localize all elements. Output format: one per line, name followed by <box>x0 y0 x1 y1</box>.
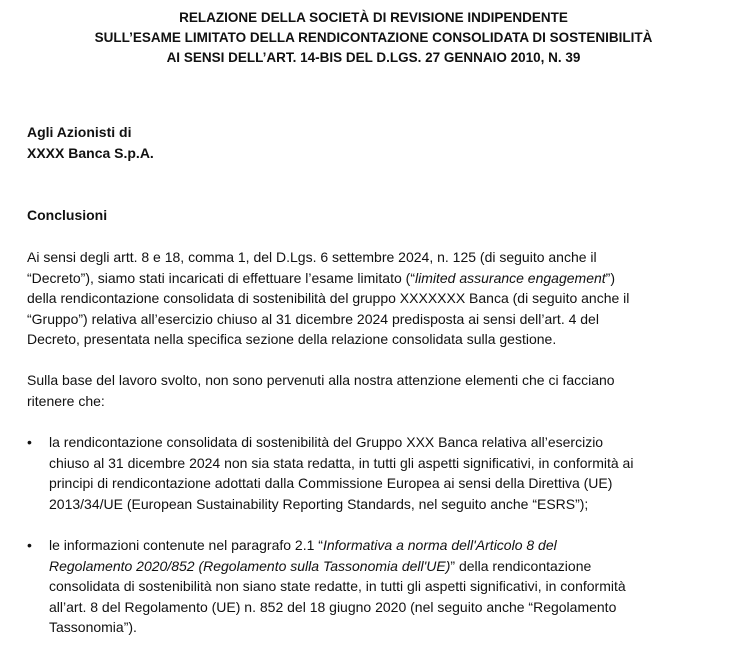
bullet-line: 2013/34/UE (European Sustainability Reporting Standards, nel seguito anche “ESRS”); <box>49 495 589 512</box>
bullet-text <box>49 432 633 514</box>
bullet-line: all’art. 8 del Regolamento (UE) n. 852 del 18 giugno 2020 (nel seguito anche “Regolamento <box>49 598 617 615</box>
title-line-1: RELAZIONE DELLA SOCIETÀ DI REVISIONE INDIPENDENTE <box>179 10 568 25</box>
addressee-block <box>27 122 154 164</box>
addressee-line-2: XXXX Banca S.p.A. <box>27 145 154 161</box>
paragraph-line: della rendicontazione consolidata di sostenibilità del gruppo XXXXXXX Banca (di seguito anche il <box>27 290 630 306</box>
text-span: “Decreto”), siamo stati incaricati di effettuare l’esame limitato (“ <box>27 269 415 286</box>
text-span: le informazioni contenute nel paragrafo 2.1 “ <box>49 537 323 553</box>
italic-term: limited assurance engagement <box>414 269 606 286</box>
bullet-line <box>49 556 626 577</box>
addressee-line-1: Agli Azionisti di <box>27 124 132 140</box>
italic-title: Informativa a norma dell'Articolo 8 del <box>322 537 557 553</box>
bullet-line: chiuso al 31 dicembre 2024 non sia stata redatta, in tutti gli aspetti significativi, in conformità ai <box>49 454 634 471</box>
italic-title: Regolamento 2020/852 (Regolamento sulla Tassonomia dell'UE) <box>49 557 451 574</box>
paragraph-line: ritenere che: <box>27 392 105 409</box>
title-line-2: SULL’ESAME LIMITATO DELLA RENDICONTAZIONE CONSOLIDATA DI SOSTENIBILITÀ <box>94 30 653 45</box>
bullet-line <box>49 535 626 556</box>
bullet-marker: • <box>27 434 32 450</box>
paragraph-line: Ai sensi degli artt. 8 e 18, comma 1, del D.Lgs. 6 settembre 2024, n. 125 (di seguito anche il <box>27 249 597 265</box>
paragraph-line <box>27 268 737 289</box>
paragraph-engagement <box>27 247 737 350</box>
text-span: ”) <box>605 269 615 286</box>
text-span: ” della rendicontazione <box>450 557 592 574</box>
bullet-line: la rendicontazione consolidata di sostenibilità del Gruppo XXX Banca relativa all’esercizio <box>49 434 604 450</box>
report-title <box>0 8 747 68</box>
bullet-marker: • <box>27 537 32 553</box>
bullet-line: principi di rendicontazione adottati dalla Commissione Europea ai sensi della Direttiva (UE) <box>49 475 613 491</box>
title-line-3: AI SENSI DELL’ART. 14-BIS DEL D.LGS. 27 GENNAIO 2010, N. 39 <box>166 50 581 65</box>
paragraph-conclusion-intro <box>27 370 737 411</box>
paragraph-line: Decreto, presentata nella specifica sezione della relazione consolidata sulla gestione. <box>27 331 557 347</box>
paragraph-line: “Gruppo”) relativa all’esercizio chiuso al 31 dicembre 2024 predisposta ai sensi dell’art. 4 del <box>27 310 599 327</box>
bullet-line: Tassonomia”). <box>49 619 137 635</box>
section-heading-conclusioni: Conclusioni <box>27 207 108 223</box>
bullet-text <box>49 535 626 638</box>
bullet-line: consolidata di sostenibilità non siano state redatte, in tutti gli aspetti significativi, in conformità <box>49 578 626 594</box>
paragraph-line: Sulla base del lavoro svolto, non sono pervenuti alla nostra attenzione elementi che ci facciano <box>27 372 615 388</box>
